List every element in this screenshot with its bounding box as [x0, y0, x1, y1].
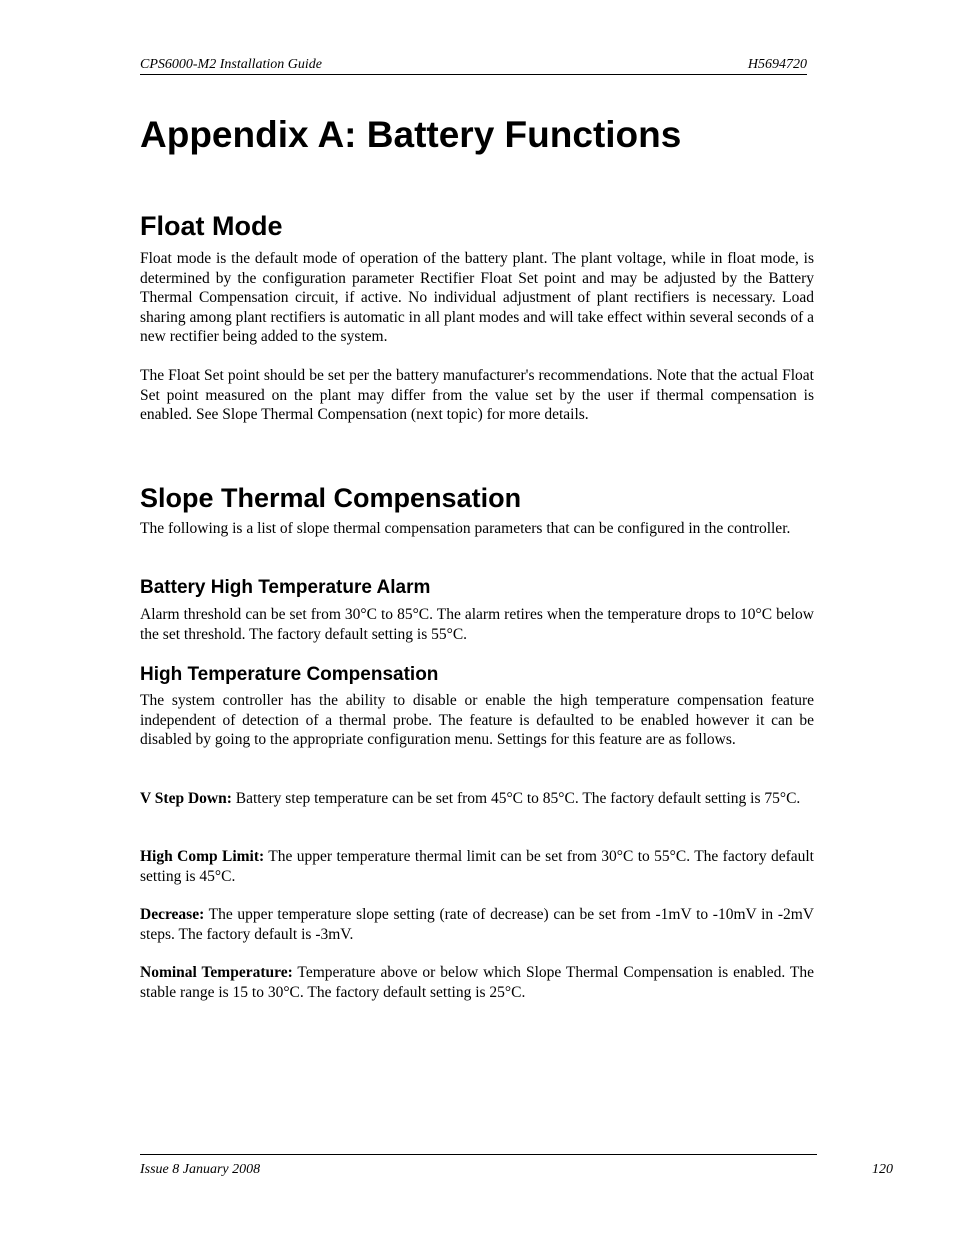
issue-date: Issue 8 January 2008 [140, 1162, 261, 1177]
page-title: Appendix A: Battery Functions [140, 114, 682, 155]
nominal-temperature-setting [140, 963, 814, 1002]
high-comp-limit-setting [140, 847, 814, 886]
document-title: CPS6000-M2 Installation Guide [140, 57, 322, 72]
setting-label: Nominal Temperature: [140, 964, 293, 981]
battery-alarm-text: Alarm threshold can be set from 30°C to 85°C. The alarm retires when the temperature drops to 10°C below the set threshold. The factory default setting is 55°C. [140, 606, 814, 643]
setting-text: Temperature above or below which Slope Thermal Compensation is enabled. The stable range is 15 to 30°C. The factory default setting is 25°C. [140, 964, 814, 1001]
high-temp-comp-text: The system controller has the ability to disable or enable the high temperature compensation feature independent of detection of a thermal probe. The feature is defaulted to be enabled however it can be disabled by going to the appropriate configuration menu. Settings for this feature are as follows. [140, 692, 814, 749]
footer-divider [140, 1154, 817, 1155]
float-mode-paragraph-1: Float mode is the default mode of operation of the battery plant. The plant voltage, while in float mode, is determined by the configuration parameter Rectifier Float Set point and may be adjusted by the Battery Thermal Compensation circuit, if active. No individual adjustment of plant rectifiers is necessary. Load sharing among plant rectifiers is automatic in all plant modes and will take effect within several seconds of a new rectifier being added to the system. [140, 250, 814, 346]
float-mode-paragraph-2: The Float Set point should be set per the battery manufacturer's recommendations. Note that the actual Float Set point measured on the plant may differ from the value set by the user if thermal compensation is enabled. See Slope Thermal Compensation (next topic) for more details. [140, 367, 814, 424]
setting-label: High Comp Limit: [140, 848, 265, 865]
decrease-setting [140, 905, 814, 944]
setting-text: The upper temperature slope setting (rate of decrease) can be set from -1mV to -10mV in -2mV steps. The factory default is -3mV. [140, 906, 814, 943]
setting-text: Battery step temperature can be set from 45°C to 85°C. The factory default setting is 75°C. [231, 790, 801, 807]
running-header [140, 56, 807, 75]
setting-label: Decrease: [140, 906, 205, 923]
battery-alarm-heading: Battery High Temperature Alarm [140, 577, 431, 598]
slope-thermal-intro: The following is a list of slope thermal compensation parameters that can be configured in the controller. [140, 520, 791, 537]
page-number: 120 [872, 1162, 893, 1177]
setting-text: The upper temperature thermal limit can be set from 30°C to 55°C. The factory default setting is 45°C. [140, 848, 814, 885]
float-mode-heading: Float Mode [140, 211, 283, 241]
high-temp-comp-heading: High Temperature Compensation [140, 664, 439, 685]
v-step-down-setting [140, 789, 814, 809]
setting-label: V Step Down: [140, 790, 232, 807]
document-number: H5694720 [747, 57, 807, 72]
slope-thermal-heading: Slope Thermal Compensation [140, 483, 522, 513]
